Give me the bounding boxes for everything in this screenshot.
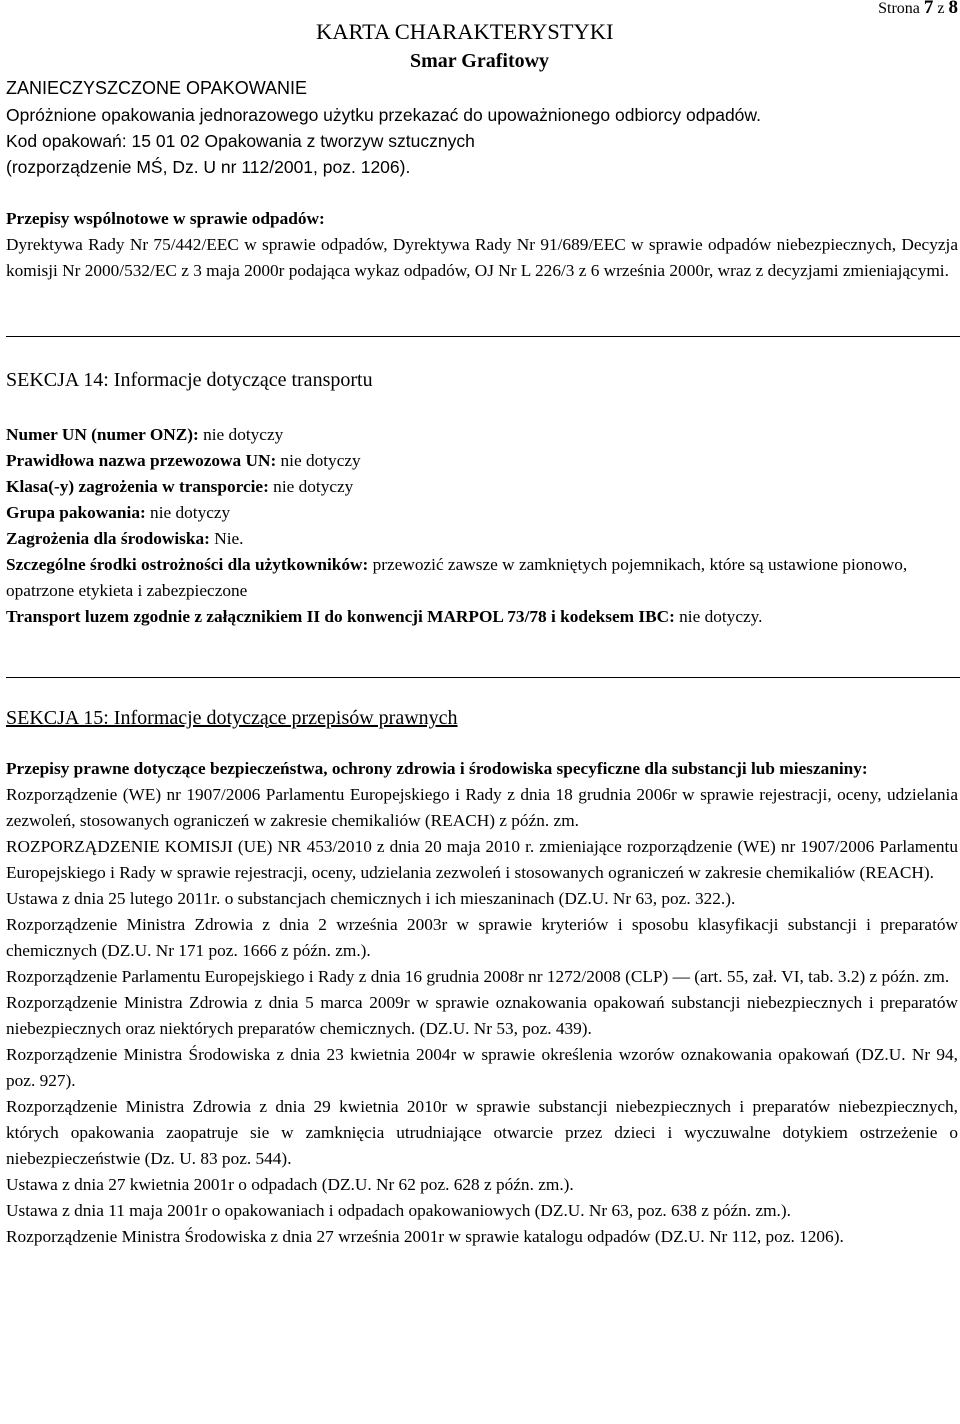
- hazard-class-label: Klasa(-y) zagrożenia w transporcie:: [6, 477, 269, 496]
- regulation-item: Ustawa z dnia 25 lutego 2011r. o substancjach chemicznych i ich mieszaninach (DZ.U. Nr 63, poz. 322.).: [6, 889, 736, 908]
- packing-group-label: Grupa pakowania:: [6, 503, 146, 522]
- regulation-item: Rozporządzenie Ministra Środowiska z dnia 23 kwietnia 2004r w sprawie określenia wzorów oznakowania opakowań (DZ.U. Nr 94, poz. 927).: [6, 1045, 958, 1090]
- section-15-heading: Przepisy prawne dotyczące bezpieczeństwa, ochrony zdrowia i środowiska specyficzne dla substancji lub mieszaniny:: [6, 759, 868, 778]
- env-hazard-row: [6, 526, 958, 552]
- regulation-item: Rozporządzenie Ministra Zdrowia z dnia 29 kwietnia 2010r w sprawie substancji niebezpiecznych i preparatów niebezpiecznych, których opakowania zaopatruje sie w zamknięcia utrudniające otwarcie przez dzieci i wyczuwalne dotykiem ostrzeżenie o niebezpieczeństwie (Dz. U. 83 poz. 544).: [6, 1097, 958, 1168]
- shipping-name-label: Prawidłowa nazwa przewozowa UN:: [6, 451, 277, 470]
- regulation-item: Rozporządzenie Ministra Zdrowia z dnia 2 września 2003r w sprawie kryteriów i sposobu klasyfikacji substancji i preparatów chemicznych (DZ.U. Nr 171 poz. 1666 z późn. zm.).: [6, 915, 958, 960]
- un-number-row: [6, 422, 958, 448]
- packing-group-row: [6, 500, 958, 526]
- env-hazard-label: Zagrożenia dla środowiska:: [6, 529, 210, 548]
- regulation-item: Ustawa z dnia 27 kwietnia 2001r o odpadach (DZ.U. Nr 62 poz. 628 z późn. zm.).: [6, 1175, 574, 1194]
- eu-waste-block: [6, 206, 958, 284]
- page-number: [878, 0, 958, 20]
- waste-line: Kod opakowań: 15 01 02 Opakowania z tworzyw sztucznych: [6, 131, 475, 151]
- waste-packaging-block: [6, 74, 958, 180]
- shipping-name-value: nie dotyczy: [276, 451, 361, 470]
- packing-group-value: nie dotyczy: [145, 503, 231, 522]
- regulation-item: Rozporządzenie Ministra Zdrowia z dnia 5 marca 2009r w sprawie oznakowania opakowań substancji niebezpiecznych i preparatów niebezpiecznych oraz niektórych preparatów chemicznych. (DZ.U. Nr 53, poz. 439).: [6, 993, 958, 1038]
- page-of: z: [937, 0, 945, 17]
- regulation-item: Rozporządzenie Parlamentu Europejskiego i Rady z dnia 16 grudnia 2008r nr 1272/2008 (CLP) — (art. 55, zał. VI, tab. 3.2) z późn. zm.: [6, 967, 950, 986]
- un-number-value: nie dotyczy: [198, 425, 284, 444]
- shipping-name-row: [6, 448, 958, 474]
- hazard-class-row: [6, 474, 958, 500]
- document-title: KARTA CHARAKTERYSTYKI: [316, 19, 614, 44]
- page-word: Strona: [878, 0, 920, 17]
- section-14-title: SEKCJA 14: Informacje dotyczące transportu: [6, 369, 373, 391]
- regulation-item: Ustawa z dnia 11 maja 2001r o opakowaniach i odpadach opakowaniowych (DZ.U. Nr 63, poz. 638 z późn. zm.).: [6, 1201, 791, 1220]
- regulation-item: ROZPORZĄDZENIE KOMISJI (UE) NR 453/2010 z dnia 20 maja 2010 r. zmieniające rozporządzenie (WE) nr 1907/2006 Parlamentu Europejskiego i Rady w sprawie rejestracji, oceny, udzielania zezwoleń i stosowanych ograniczeń w zakresie chemikaliów (REACH).: [6, 837, 958, 882]
- hazard-class-value: nie dotyczy: [268, 477, 354, 496]
- product-name: Smar Grafitowy: [410, 50, 550, 72]
- eu-waste-text: Dyrektywa Rady Nr 75/442/EEC w sprawie odpadów, Dyrektywa Rady Nr 91/689/EEC w sprawie odpadów niebezpiecznych, Decyzja komisji Nr 2000/532/EC z 3 maja 2000r podająca wykaz odpadów, OJ Nr L 226/3 z 6 września 2000r, wraz z decyzjami zmieniającymi.: [6, 235, 958, 280]
- page-total: 8: [948, 0, 958, 18]
- section-divider: [6, 336, 960, 337]
- section-14: [6, 366, 958, 630]
- regulation-item: Rozporządzenie (WE) nr 1907/2006 Parlamentu Europejskiego i Rady z dnia 18 grudnia 2006r w sprawie rejestracji, oceny, udzielania zezwoleń, stosowanych ograniczeń w zakresie chemikaliów (REACH) z późn. zm.: [6, 785, 958, 830]
- section-15: [6, 704, 958, 1250]
- waste-line: Opróżnione opakowania jednorazowego użytku przekazać do upoważnionego odbiorcy odpadów.: [6, 105, 761, 125]
- waste-line: (rozporządzenie MŚ, Dz. U nr 112/2001, poz. 1206).: [6, 157, 411, 177]
- page-current: 7: [923, 0, 934, 18]
- bulk-transport-value: nie dotyczy.: [674, 607, 763, 626]
- bulk-transport-row: [6, 604, 958, 630]
- waste-heading: ZANIECZYSZCZONE OPAKOWANIE: [6, 78, 308, 98]
- eu-waste-heading: Przepisy wspólnotowe w sprawie odpadów:: [6, 209, 325, 228]
- section-divider: [6, 677, 960, 678]
- precautions-row: [6, 552, 958, 604]
- precautions-value: przewozić zawsze w zamkniętych pojemnikach, które są ustawione pionowo, opatrzone etykieta i zabezpieczone: [6, 555, 908, 600]
- regulation-item: Rozporządzenie Ministra Środowiska z dnia 27 września 2001r w sprawie katalogu odpadów (DZ.U. Nr 112, poz. 1206).: [6, 1227, 844, 1246]
- un-number-label: Numer UN (numer ONZ):: [6, 425, 199, 444]
- env-hazard-value: Nie.: [209, 529, 244, 548]
- bulk-transport-label: Transport luzem zgodnie z załącznikiem II do konwencji MARPOL 73/78 i kodeksem IBC:: [6, 607, 675, 626]
- section-15-title: SEKCJA 15: Informacje dotyczące przepisów prawnych: [6, 707, 458, 729]
- precautions-label: Szczególne środki ostrożności dla użytkowników:: [6, 555, 369, 574]
